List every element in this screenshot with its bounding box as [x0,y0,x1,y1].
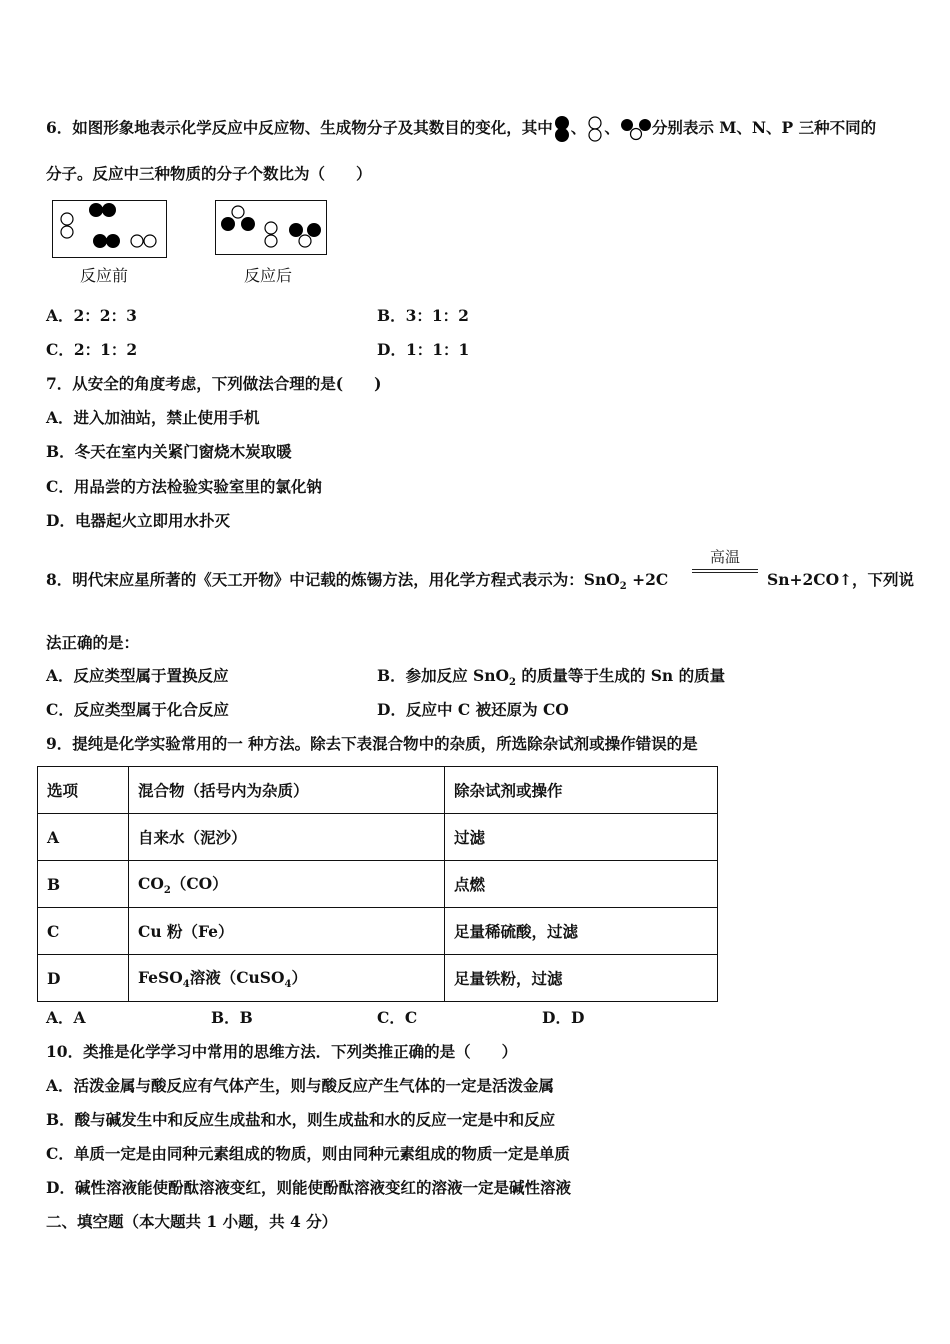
before-m-atom [106,234,120,248]
before-n-atom [61,213,73,225]
q6-separator-1: 、 [570,118,587,137]
q8-stem-line1 [46,570,668,597]
table-cell-mixture: Cu 粉（Fe） [129,908,445,955]
q8-option-b-text1: B．参加反应 SnO [377,666,509,685]
table-cell-operation: 足量铁粉，过滤 [445,955,718,1002]
reaction-after-box [215,200,327,255]
table-cell-mixture: 自来水（泥沙） [129,814,445,861]
q8-option-b-text2: 的质量等于生成的 Sn 的质量 [515,666,726,685]
q7-option-b: B．冬天在室内关紧门窗烧木炭取暖 [46,442,292,461]
mixture-text: ） [291,967,307,987]
q7-option-c: C．用品尝的方法检验实验室里的氯化钠 [46,477,322,496]
q8-option-d: D．反应中 C 被还原为 CO [377,700,569,719]
q8-equation-bar [692,569,758,573]
table-cell-mixture [129,861,445,908]
after-p-atom [299,235,311,247]
q6-stem-line1 [46,114,876,144]
before-n-atom [131,235,143,247]
q8-condition-text: 高温 [709,548,740,566]
mixture-text: （CO） [170,873,228,893]
table-cell-operation: 点燃 [445,861,718,908]
q10-stem: 10．类推是化学学习中常用的思维方法．下列类推正确的是（ ） [46,1042,518,1061]
table-row [38,955,718,1002]
q6-stem-line2: 分子。反应中三种物质的分子个数比为（ ） [46,164,372,183]
table-cell-option: C [38,908,129,955]
molecule-p-icon [620,116,652,142]
q9-stem: 9．提纯是化学实验常用的一 种方法。除去下表混合物中的杂质，所选除杂试剂或操作错误的是 [46,734,698,753]
section2-title: 二、填空题（本大题共 1 小题，共 4 分） [46,1212,338,1231]
q9-option-b: B．B [211,1008,253,1027]
reaction-after-molecules [216,201,326,254]
q6-stem-text2: 分别表示 M、N、P 三种不同的 [651,118,877,137]
table-cell-operation: 过滤 [445,814,718,861]
q10-option-c: C．单质一定是由同种元素组成的物质，则由同种元素组成的物质一定是单质 [46,1144,570,1163]
caption-before: 反应前 [80,266,129,285]
q8-stem-text1: 8．明代宋应星所著的《天工开物》中记载的炼锡方法，用化学方程式表示为：SnO [46,570,620,589]
q6-option-d: D．1：1：1 [377,340,470,359]
table-header-row [38,767,718,814]
mixture-text: CO [138,873,164,893]
reaction-before-molecules [53,201,166,257]
after-p-atom [307,223,321,237]
q8-reaction-condition [692,546,758,573]
q6-separator-2: 、 [604,118,620,137]
before-m-atom [102,203,116,217]
table-header-cell: 除杂试剂或操作 [445,767,718,814]
before-m-atom [89,203,103,217]
q6-option-c: C．2：1：2 [46,340,138,359]
molecule-n-icon [586,114,604,144]
q8-stem-text2: +2C [626,570,669,589]
q8-option-b-sub: 2 [508,677,516,689]
table-cell-operation: 足量稀硫酸，过滤 [445,908,718,955]
mixture-text: 溶液（CuSO [189,967,285,987]
mixture-text: FeSO [138,967,183,987]
after-p-atom [241,217,255,231]
table-cell-option: B [38,861,129,908]
q8-stem-sub: 2 [619,581,627,593]
q10-option-d: D．碱性溶液能使酚酞溶液变红，则能使酚酞溶液变红的溶液一定是碱性溶液 [46,1178,571,1197]
q8-option-b [377,666,725,693]
q6-option-b: B．3：1：2 [377,306,469,325]
q8-stem-text3: Sn+2CO↑，下列说 [767,570,915,589]
mixture-sub: 4 [284,979,292,991]
table-row [38,908,718,955]
reaction-before-box [52,200,167,258]
table-cell-option: D [38,955,129,1002]
mixture-sub: 2 [163,885,171,897]
table-cell-option: A [38,814,129,861]
q7-option-d: D．电器起火立即用水扑灭 [46,511,230,530]
q7-stem: 7．从安全的角度考虑，下列做法合理的是( ) [46,374,382,393]
before-n-atom [61,226,73,238]
q10-option-a: A．活泼金属与酸反应有气体产生，则与酸反应产生气体的一定是活泼金属 [46,1076,555,1095]
after-p-atom [221,217,235,231]
q6-stem-text1: 6．如图形象地表示化学反应中反应物、生成物分子及其数目的变化，其中 [46,118,553,137]
after-n-atom [265,235,277,247]
mixture-sub: 4 [182,979,190,991]
q8-stem-line2: 法正确的是： [46,633,140,652]
table-header-cell: 混合物（括号内为杂质） [129,767,445,814]
table-row [38,861,718,908]
q8-option-a: A．反应类型属于置换反应 [46,666,229,685]
after-p-atom [289,223,303,237]
table-row [38,814,718,861]
q9-option-c: C．C [377,1008,418,1027]
caption-after: 反应后 [244,266,293,285]
table-cell-mixture [129,955,445,1002]
q9-table [37,766,718,1002]
q6-option-a: A．2：2：3 [46,306,137,325]
molecule-m-icon [553,114,571,144]
before-m-atom [93,234,107,248]
q7-option-a: A．进入加油站，禁止使用手机 [46,408,260,427]
q9-option-a: A．A [46,1008,86,1027]
q9-option-d: D．D [542,1008,585,1027]
table-header-cell: 选项 [38,767,129,814]
after-n-atom [265,222,277,234]
q8-option-c: C．反应类型属于化合反应 [46,700,229,719]
after-p-atom [232,206,244,218]
q10-option-b: B．酸与碱发生中和反应生成盐和水，则生成盐和水的反应一定是中和反应 [46,1110,556,1129]
before-n-atom [144,235,156,247]
